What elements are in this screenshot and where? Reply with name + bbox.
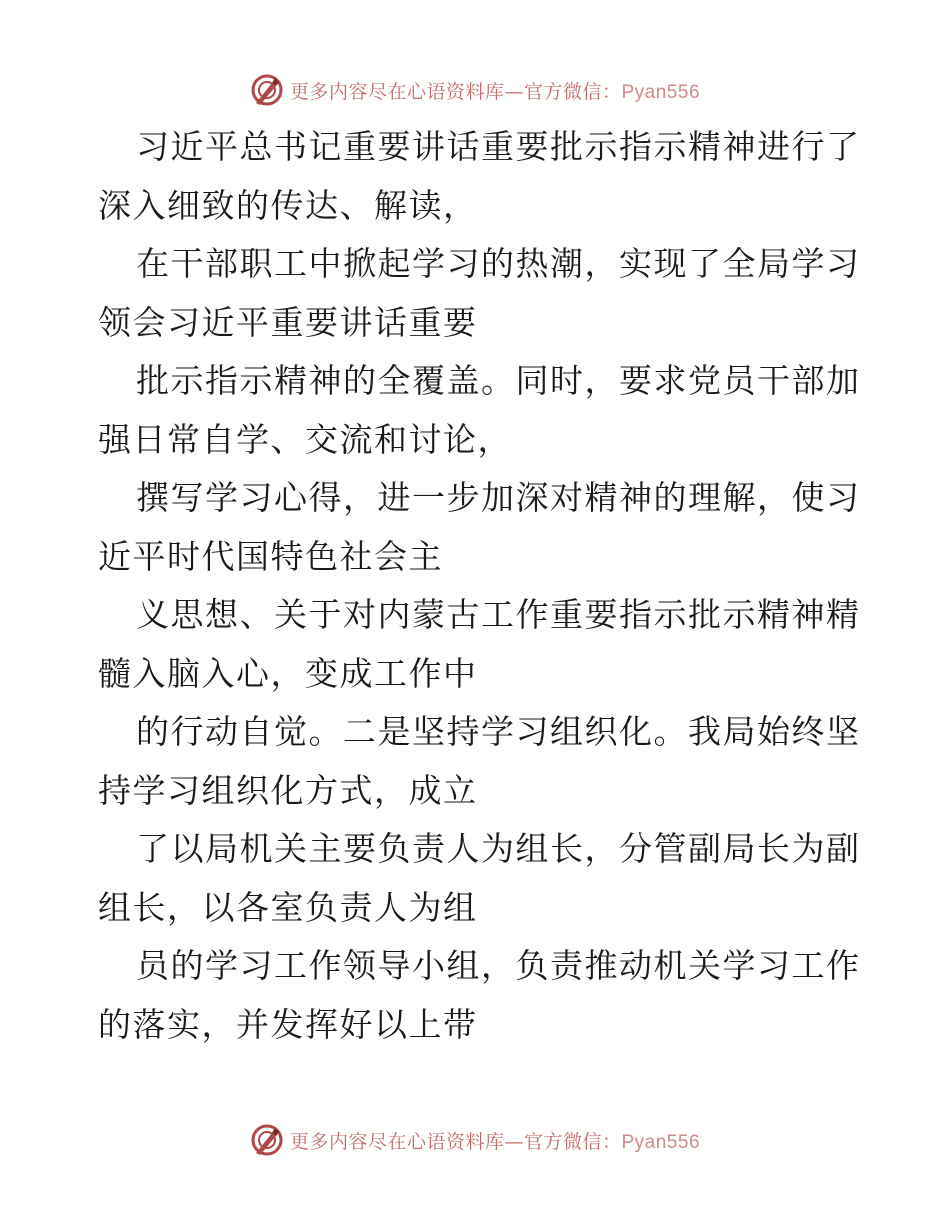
body-text-line: 员的学习工作领导小组，负责推动机关学习工作 — [136, 946, 861, 985]
body-text-line: 髓入脑入心，变成工作中 — [98, 653, 478, 693]
body-text-line: 的落实，并发挥好以上带 — [98, 1004, 478, 1044]
body-text-line: 习近平总书记重要讲话重要批示指示精神进行了 — [136, 127, 861, 166]
body-text-line: 撰写学习心得，进一步加深对精神的理解，使习 — [136, 478, 861, 517]
body-text-line: 强日常自学、交流和讨论， — [98, 419, 512, 459]
pen-circle-logo-icon — [250, 1123, 284, 1157]
body-text-line: 批示指示精神的全覆盖。同时，要求党员干部加 — [136, 361, 861, 400]
body-text-line: 组长，以各室负责人为组 — [98, 887, 478, 927]
body-text-line: 领会习近平重要讲话重要 — [98, 302, 478, 342]
body-text-line: 近平时代国特色社会主 — [98, 536, 443, 576]
pen-circle-logo-icon — [250, 73, 284, 107]
body-text-line: 的行动自觉。二是坚持学习组织化。我局始终坚 — [136, 712, 861, 751]
watermark-text: 更多内容尽在心语资料库—官方微信：Pyan556 — [289, 80, 701, 103]
body-text-line: 深入细致的传达、解读， — [98, 185, 478, 225]
body-text-line: 了以局机关主要负责人为组长，分管副局长为副 — [136, 829, 861, 868]
footer-watermark — [0, 1120, 950, 1160]
watermark-text: 更多内容尽在心语资料库—官方微信：Pyan556 — [289, 1130, 701, 1153]
document-body — [98, 118, 861, 1054]
header-watermark — [0, 70, 950, 110]
body-text-line: 义思想、关于对内蒙古工作重要指示批示精神精 — [136, 595, 861, 634]
body-text-line: 在干部职工中掀起学习的热潮，实现了全局学习 — [136, 244, 861, 283]
body-text-line: 持学习组织化方式，成立 — [98, 770, 478, 810]
